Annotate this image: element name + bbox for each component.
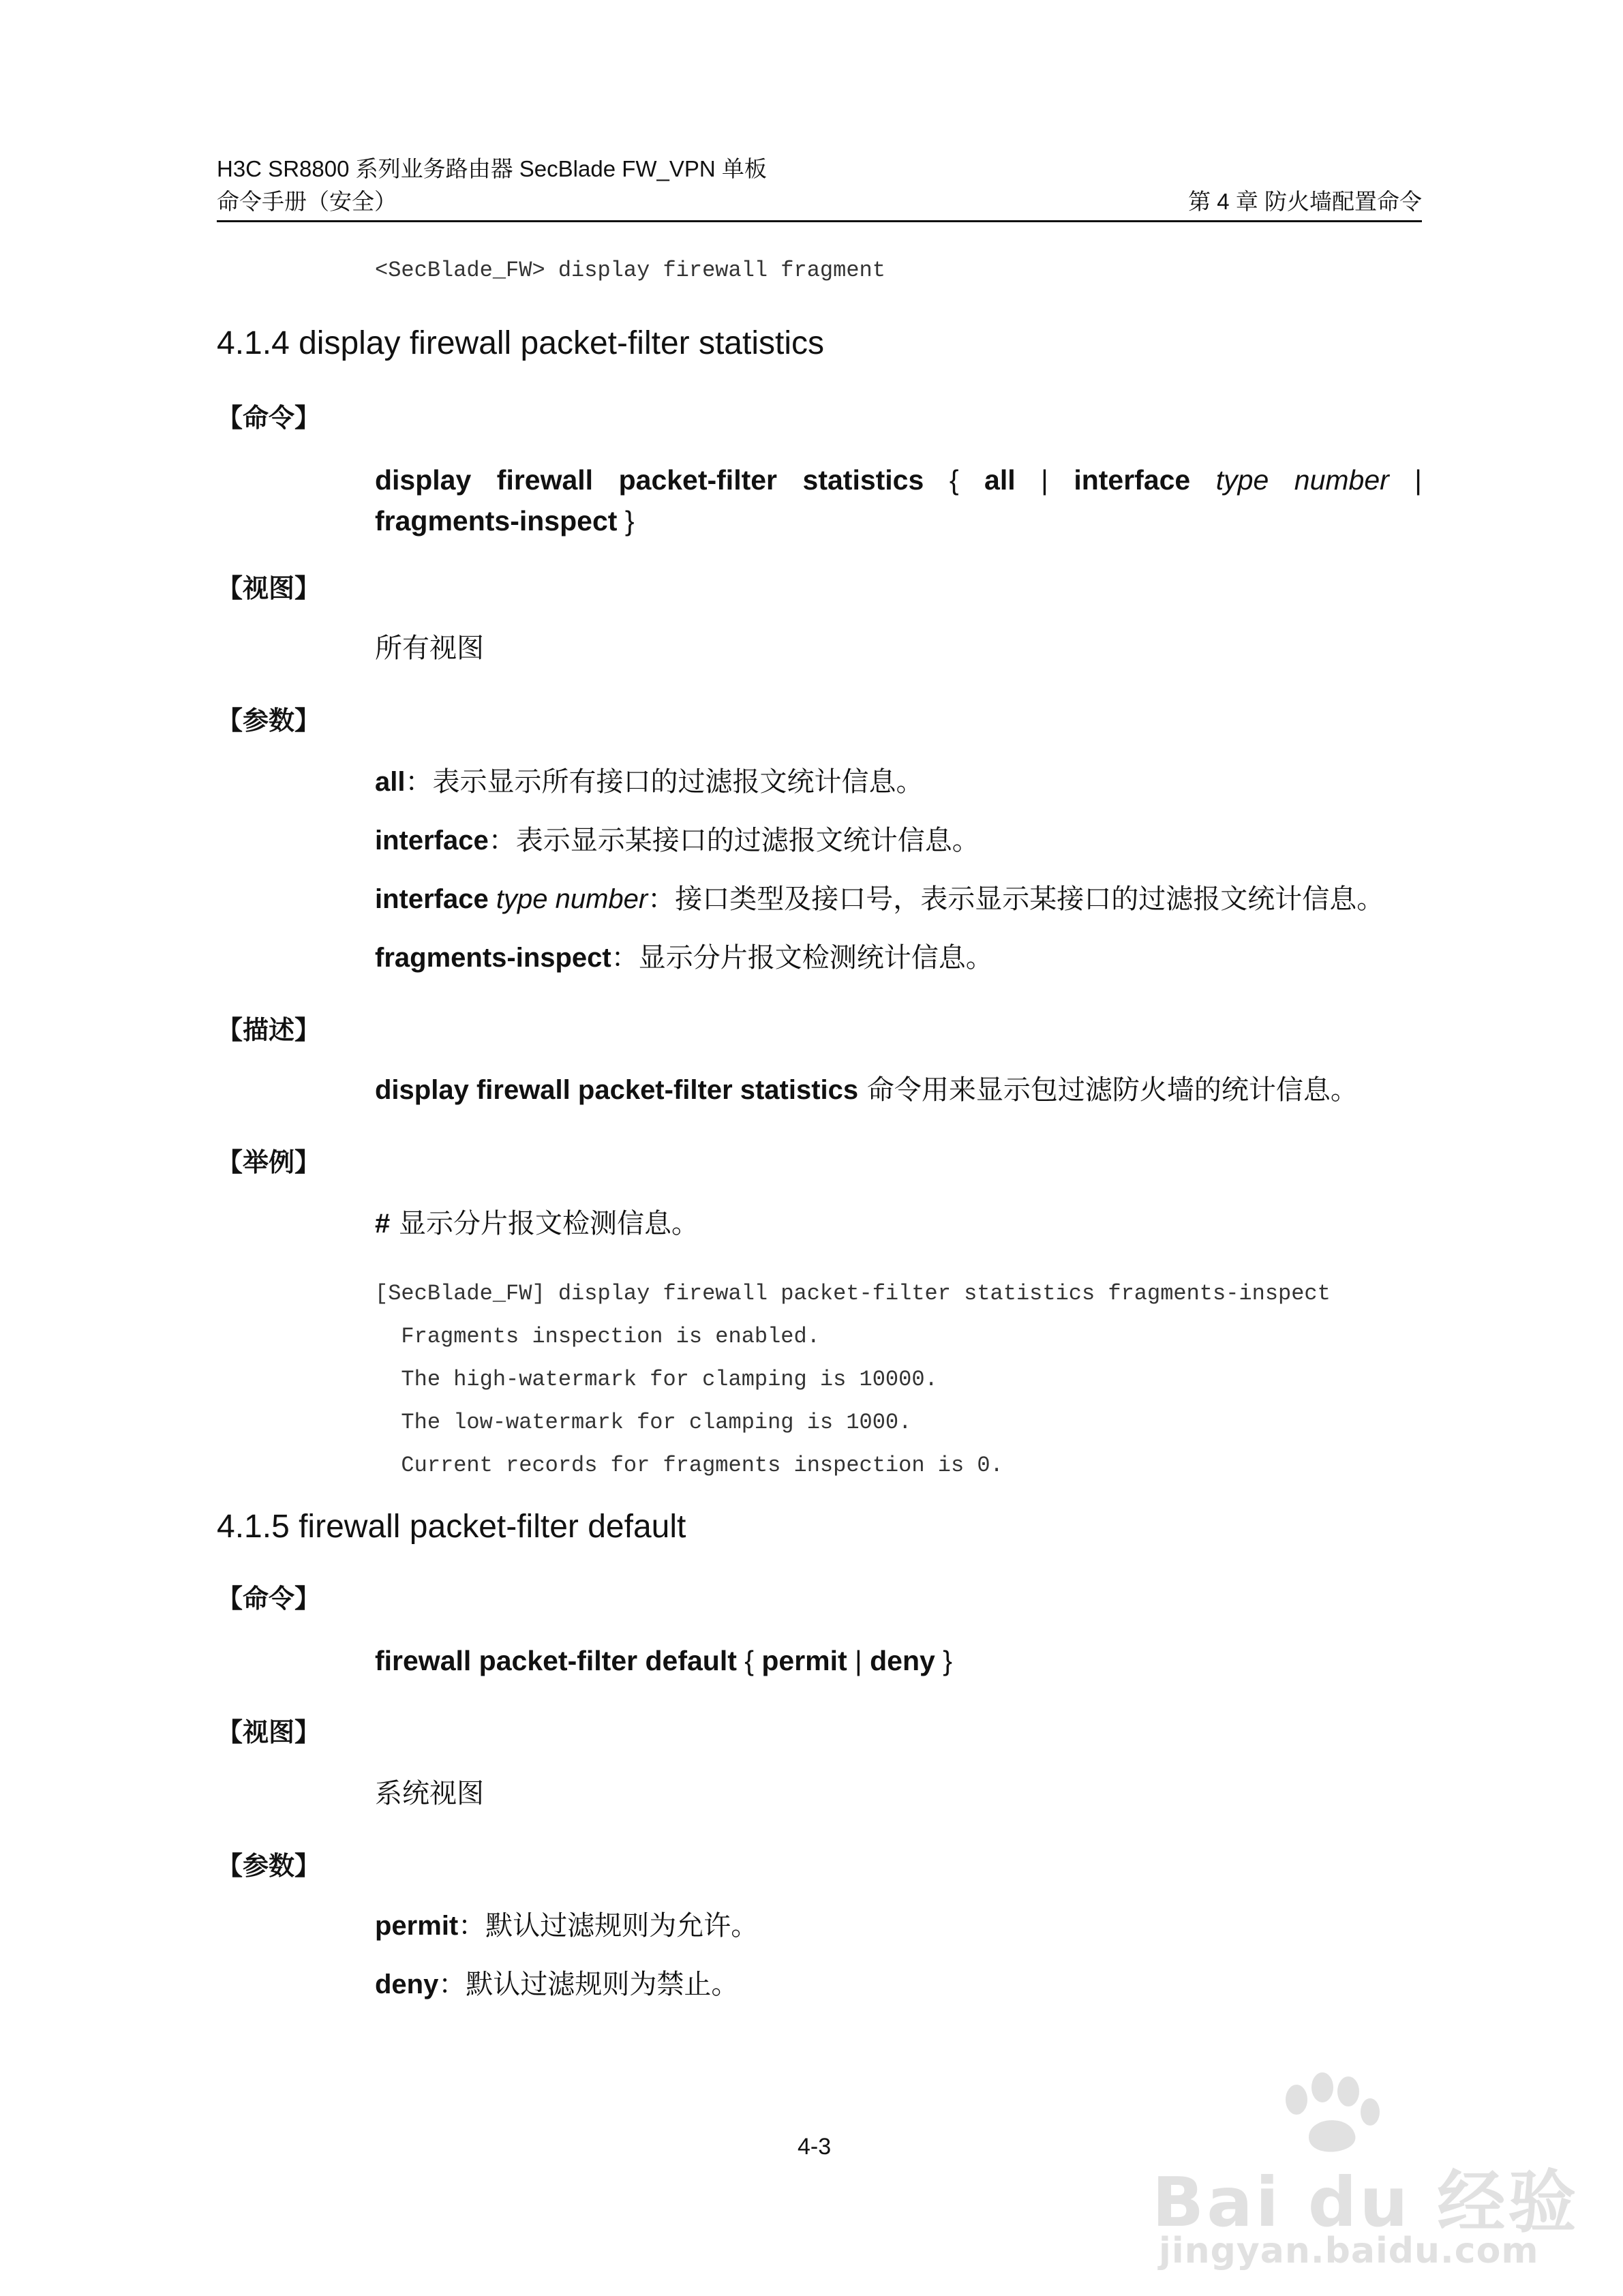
description-body: 命令用来显示包过滤防火墙的统计信息。 <box>858 1074 1358 1106</box>
cmd-base: firewall packet-filter default <box>375 1645 737 1676</box>
param-desc: ：表示显示所有接口的过滤报文统计信息。 <box>405 766 924 798</box>
cmd-brace: } <box>617 505 635 537</box>
cmd-separator: | <box>1041 464 1048 496</box>
page-number: 4-3 <box>798 2134 832 2160</box>
param-desc: ：接口类型及接口号，表示显示某接口的过滤报文统计信息。 <box>648 883 1384 915</box>
code-line: The high-watermark for clamping is 10000. <box>375 1367 938 1392</box>
header-title-line2: 命令手册（安全） <box>217 189 397 214</box>
view-text: 所有视图 <box>375 633 484 664</box>
cmd-word: firewall <box>496 464 594 496</box>
header-title-line1: H3C SR8800 系列业务路由器 SecBlade FW_VPN 单板 <box>217 156 767 181</box>
watermark-brand: Bai du 经验 <box>1152 2162 1579 2242</box>
description-label: 【描述】 <box>217 1015 321 1045</box>
watermark-url: jingyan.baidu.com <box>1159 2231 1539 2271</box>
header-chapter: 第 4 章 防火墙配置命令 <box>1188 189 1422 214</box>
param-item <box>375 1909 758 1943</box>
example-code-block <box>375 1272 1331 1487</box>
cmd-brace: { <box>736 1645 762 1676</box>
command-label: 【命令】 <box>217 1584 321 1614</box>
section-heading-414: 4.1.4 display firewall packet-filter statistics <box>217 325 824 361</box>
example-intro <box>375 1207 699 1241</box>
cmd-separator: | <box>847 1645 870 1676</box>
param-desc: ：显示分片报文检测统计信息。 <box>611 942 993 973</box>
param-arg: type number <box>488 884 648 914</box>
command-syntax-line1 <box>375 462 1422 498</box>
cmd-arg-type: type <box>1215 464 1269 496</box>
param-keyword: interface <box>375 884 489 914</box>
cmd-keyword-interface: interface <box>1074 464 1191 496</box>
header-rule <box>217 220 1422 222</box>
example-hash: # <box>375 1209 391 1239</box>
top-code-line: <SecBlade_FW> display firewall fragment <box>375 258 885 283</box>
params-label: 【参数】 <box>217 706 321 736</box>
example-label: 【举例】 <box>217 1147 321 1177</box>
cmd-separator: | <box>1414 464 1422 496</box>
param-keyword: interface <box>375 826 489 856</box>
param-item <box>375 765 923 799</box>
cmd-word: display <box>375 464 472 496</box>
description-keyword: display firewall packet-filter statistics <box>375 1075 859 1105</box>
code-line: Fragments inspection is enabled. <box>375 1324 820 1349</box>
param-desc: ：默认过滤规则为允许。 <box>458 1910 759 1942</box>
param-item <box>375 941 993 975</box>
param-keyword: deny <box>375 1969 439 1999</box>
param-desc: ：默认过滤规则为禁止。 <box>438 1969 739 2000</box>
section-heading-415: 4.1.5 firewall packet-filter default <box>217 1509 686 1545</box>
param-keyword: permit <box>375 1911 459 1941</box>
cmd-keyword-deny: deny <box>870 1645 935 1676</box>
view-label: 【视图】 <box>217 1717 321 1747</box>
cmd-word: statistics <box>802 464 924 496</box>
code-line: The low-watermark for clamping is 1000. <box>375 1410 912 1435</box>
example-text: 显示分片报文检测信息。 <box>390 1208 699 1239</box>
param-item <box>375 882 1384 916</box>
cmd-keyword-fragments: fragments-inspect <box>375 505 618 537</box>
view-text: 系统视图 <box>375 1778 484 1809</box>
param-keyword: all <box>375 767 406 797</box>
command-label: 【命令】 <box>217 403 321 433</box>
command-syntax-line2 <box>375 503 635 539</box>
cmd-arg-number: number <box>1294 464 1389 496</box>
param-desc: ：表示显示某接口的过滤报文统计信息。 <box>488 825 980 856</box>
cmd-brace: } <box>935 1645 952 1676</box>
param-item <box>375 1967 738 2002</box>
cmd-keyword-all: all <box>984 464 1016 496</box>
cmd-brace: { <box>949 464 959 496</box>
code-line: [SecBlade_FW] display firewall packet-filter statistics fragments-inspect <box>375 1281 1331 1306</box>
description-text <box>375 1073 1358 1107</box>
param-item <box>375 824 980 858</box>
command-syntax <box>375 1643 952 1678</box>
code-line: Current records for fragments inspection is 0. <box>375 1453 1003 1478</box>
param-keyword: fragments-inspect <box>375 943 611 973</box>
watermark <box>1152 2072 1579 2277</box>
view-label: 【视图】 <box>217 573 321 603</box>
cmd-keyword-permit: permit <box>761 1645 847 1676</box>
params-label: 【参数】 <box>217 1851 321 1881</box>
cmd-word: packet-filter <box>618 464 778 496</box>
